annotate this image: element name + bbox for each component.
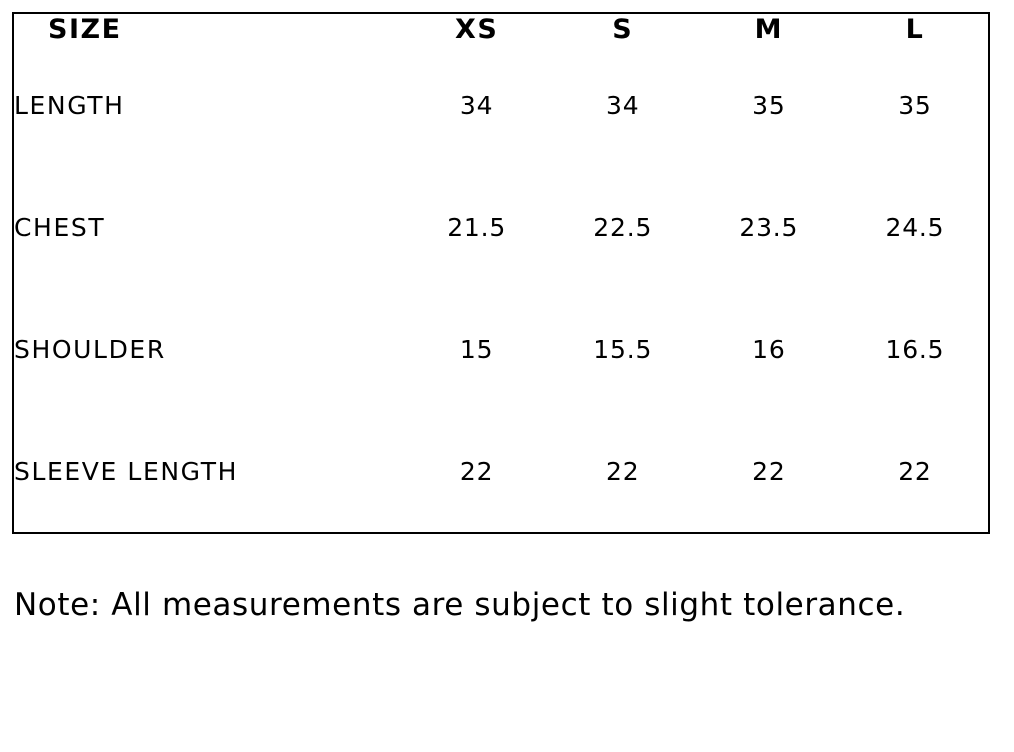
cell-shoulder-m: 16 xyxy=(752,334,786,364)
cell-chest-s: 22.5 xyxy=(593,213,653,243)
size-chart-body xyxy=(14,45,988,532)
cell-shoulder-s: 15.5 xyxy=(593,334,653,364)
table-row xyxy=(14,167,988,289)
column-header-xs: XS xyxy=(455,14,499,45)
cell-shoulder-l: 16.5 xyxy=(885,334,945,364)
row-label-shoulder: SHOULDER xyxy=(14,334,166,364)
cell-sleeve-length-s: 22 xyxy=(606,456,640,486)
column-header-l: L xyxy=(905,14,925,45)
size-chart-table xyxy=(14,14,988,532)
column-header-size: SIZE xyxy=(48,14,122,45)
row-label-length: LENGTH xyxy=(14,91,125,121)
measurement-note: Note: All measurements are subject to slight tolerance. xyxy=(14,587,906,623)
cell-chest-l: 24.5 xyxy=(885,213,945,243)
cell-length-xs: 34 xyxy=(459,91,494,121)
cell-sleeve-length-l: 22 xyxy=(898,456,932,486)
cell-chest-m: 23.5 xyxy=(739,213,799,243)
cell-length-l: 35 xyxy=(898,91,932,121)
cell-sleeve-length-m: 22 xyxy=(752,456,786,486)
cell-sleeve-length-xs: 22 xyxy=(459,456,494,486)
cell-shoulder-xs: 15 xyxy=(459,334,494,364)
row-label-sleeve-length: SLEEVE LENGTH xyxy=(14,456,239,486)
cell-length-m: 35 xyxy=(752,91,786,121)
table-row xyxy=(14,289,988,411)
row-label-chest: CHEST xyxy=(14,213,106,243)
cell-chest-xs: 21.5 xyxy=(447,213,507,243)
cell-length-s: 34 xyxy=(606,91,640,121)
column-header-s: S xyxy=(612,14,634,45)
column-header-m: M xyxy=(754,14,784,45)
size-chart-header xyxy=(14,14,988,45)
table-header-row xyxy=(14,14,988,45)
table-row xyxy=(14,45,988,167)
size-chart-container xyxy=(12,12,990,534)
table-row xyxy=(14,410,988,532)
